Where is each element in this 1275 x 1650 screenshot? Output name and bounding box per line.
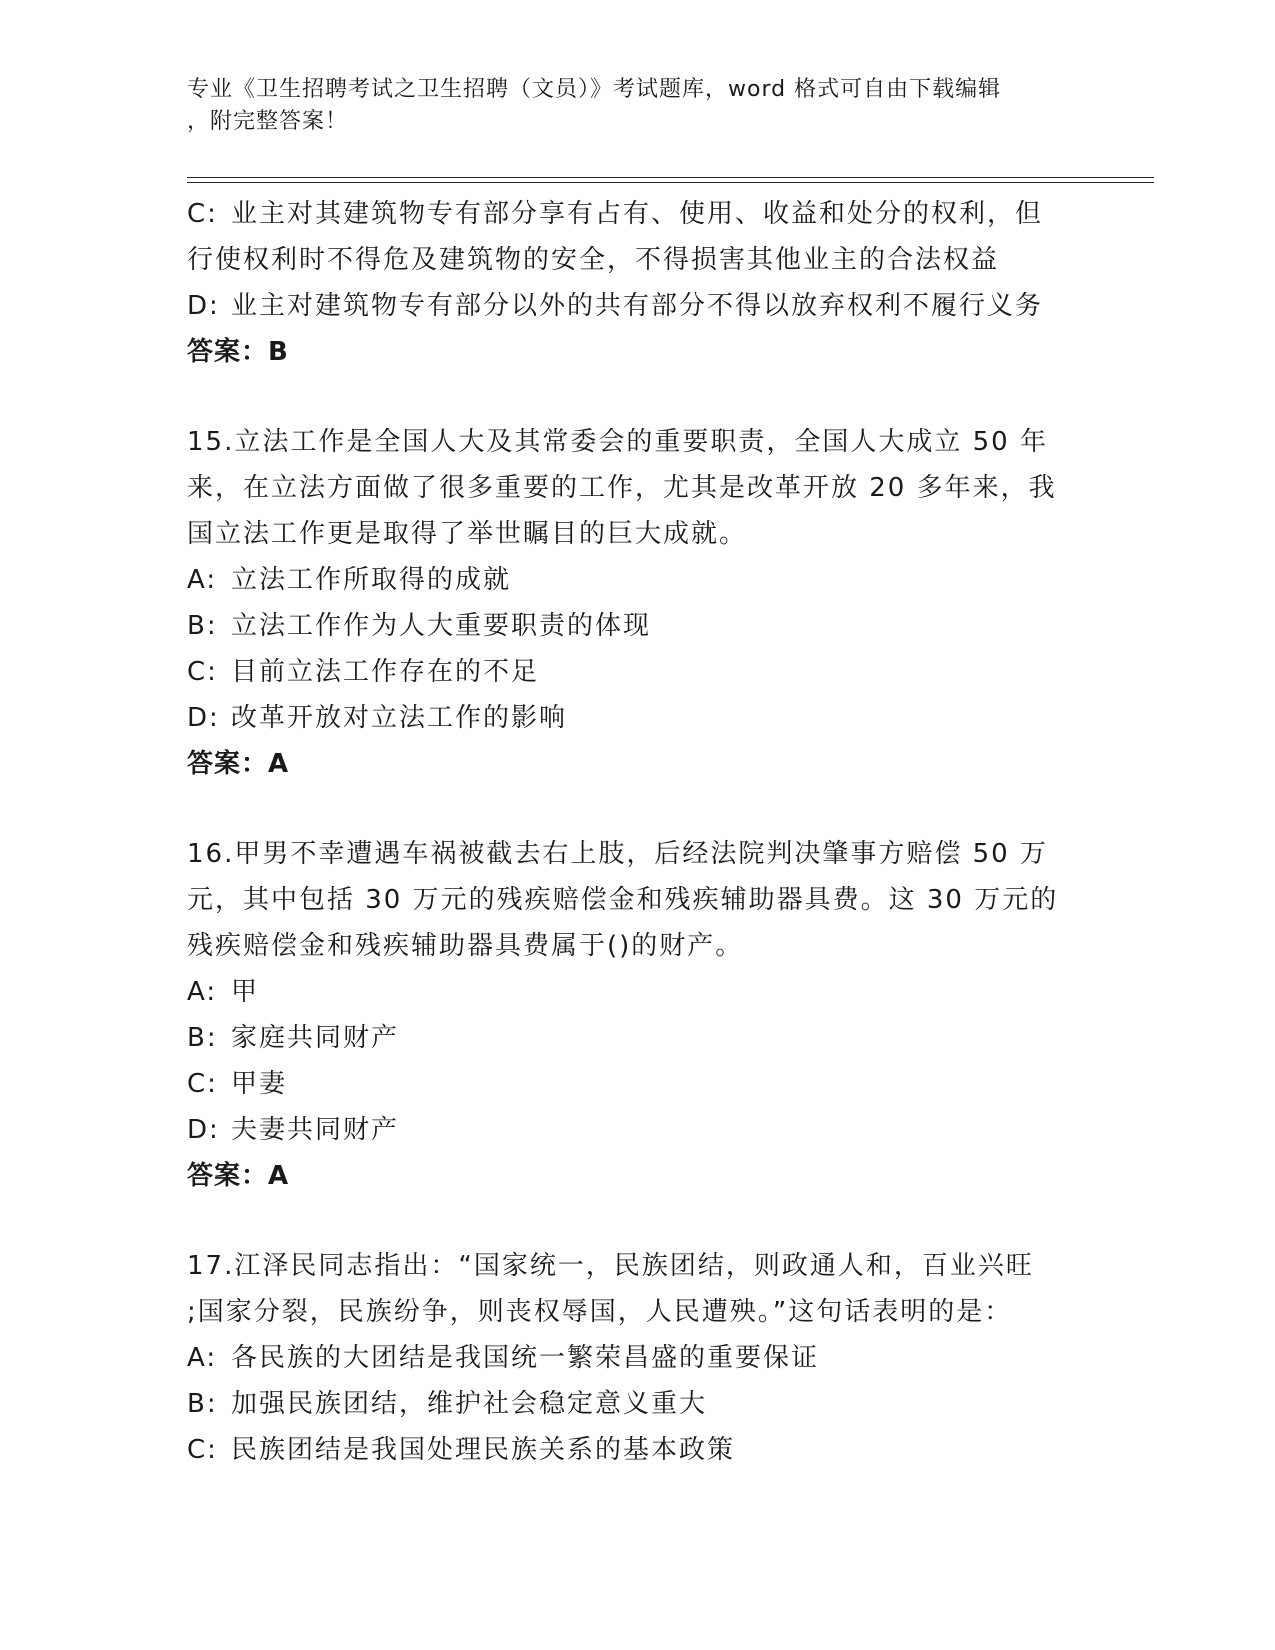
question-body [187,191,1087,1473]
header-line-2: ，附完整答案！ [187,109,349,134]
option-d: D: 业主对建筑物专有部分以外的共有部分不得以放弃权利不履行义务 [187,291,1044,321]
question-15-option-b: B: 立法工作作为人大重要职责的体现 [187,611,652,641]
question-15-option-c: C: 目前立法工作存在的不足 [187,657,540,687]
question-16-stem-2: 元，其中包括 30 万元的残疾赔偿金和残疾辅助器具费。这 30 万元的 [187,885,1059,915]
question-15-stem-2: 来，在立法方面做了很多重要的工作，尤其是改革开放 20 多年来，我 [187,473,1057,503]
question-15-option-a: A: 立法工作所取得的成就 [187,565,512,595]
page-header [187,74,1067,138]
question-16-option-b: B: 家庭共同财产 [187,1023,400,1053]
question-17-stem-2: ;国家分裂，民族纷争，则丧权辱国，人民遭殃。”这句话表明的是： [187,1297,1013,1327]
question-16-stem-1: 16.甲男不幸遭遇车祸被截去右上肢，后经法院判决肇事方赔偿 50 万 [187,839,1048,869]
header-divider-top [187,177,1154,178]
header-divider-bottom [187,182,1154,183]
question-17-option-a: A: 各民族的大团结是我国统一繁荣昌盛的重要保证 [187,1343,820,1373]
option-c-line-1: C: 业主对其建筑物专有部分享有占有、使用、收益和处分的权利，但 [187,199,1044,229]
question-16-option-c: C: 甲妻 [187,1069,288,1099]
question-16-option-a: A: 甲 [187,977,260,1007]
question-16-stem-3: 残疾赔偿金和残疾辅助器具费属于()的财产。 [187,931,744,961]
question-15-option-d: D: 改革开放对立法工作的影响 [187,703,568,733]
question-17-stem-1: 17.江泽民同志指出：“国家统一，民族团结，则政通人和，百业兴旺 [187,1251,1034,1281]
question-16-option-d: D: 夫妻共同财产 [187,1115,400,1145]
header-line-1: 专业《卫生招聘考试之卫生招聘（文员）》考试题库，word 格式可自由下载编辑 [187,77,1002,102]
answer-14: 答案：B [187,337,289,367]
question-15-stem-3: 国立法工作更是取得了举世瞩目的巨大成就。 [187,519,748,549]
answer-15: 答案：A [187,749,290,779]
question-17-option-b: B: 加强民族团结，维护社会稳定意义重大 [187,1389,708,1419]
question-15-stem-1: 15.立法工作是全国人大及其常委会的重要职责，全国人大成立 50 年 [187,427,1048,457]
answer-16: 答案：A [187,1161,290,1191]
question-17-option-c: C: 民族团结是我国处理民族关系的基本政策 [187,1435,736,1465]
option-c-line-2: 行使权利时不得危及建筑物的安全，不得损害其他业主的合法权益 [187,245,1000,275]
